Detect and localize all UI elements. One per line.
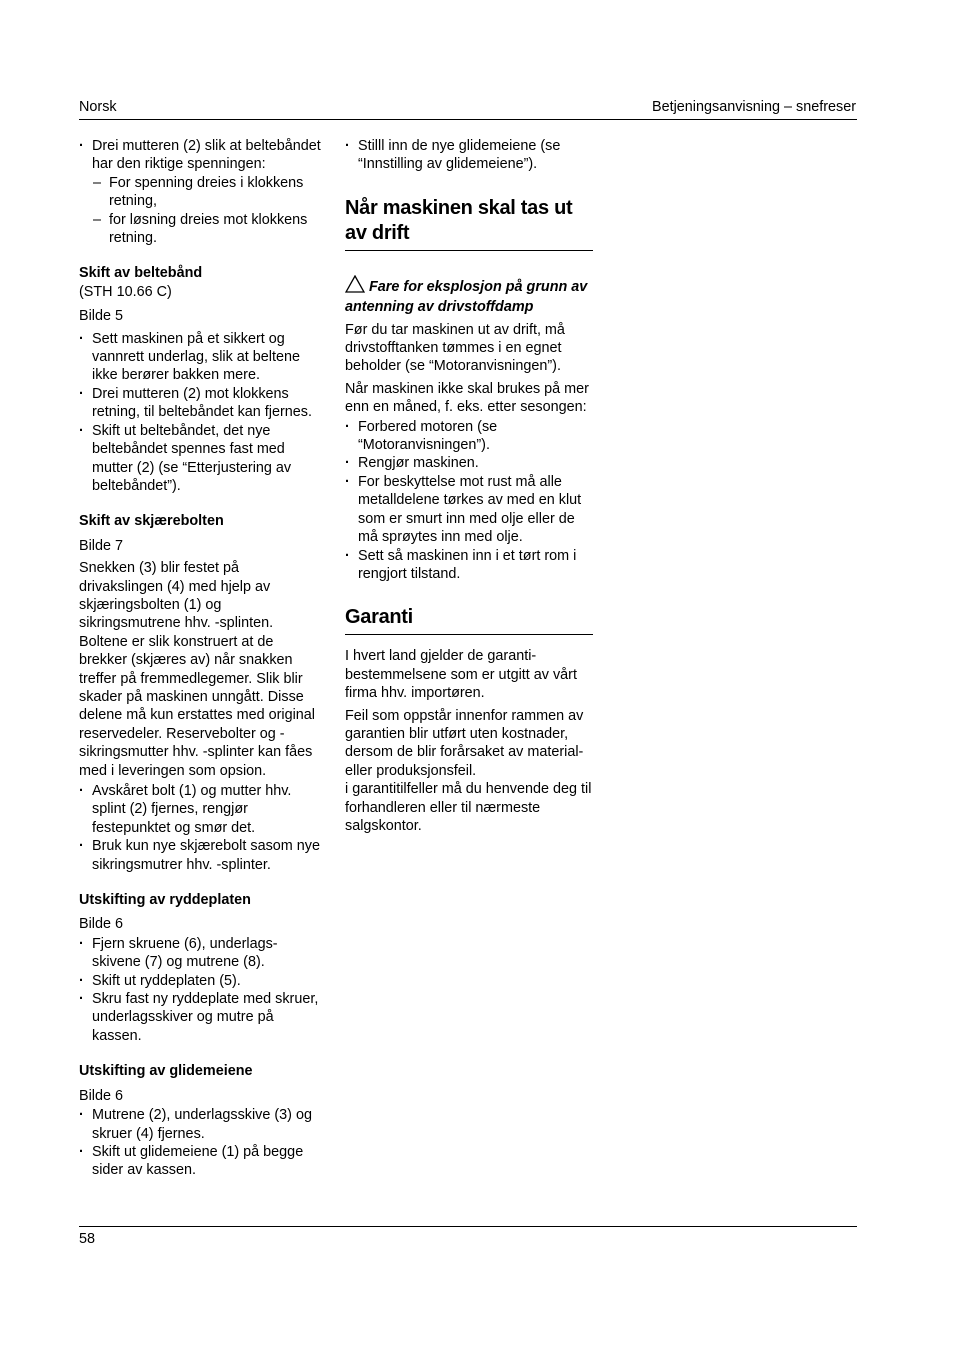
list-item: · Stilll inn de nye glidemeiene (se “Innstilling av glidemeiene”). xyxy=(345,137,593,174)
warning-note xyxy=(345,275,593,317)
shear-bolt-text: Snekken (3) blir festet på drivakslingen (4) med hjelp av skjæringsbolten (1) og sikringsmutrene hhv. -splinten. Boltene er slik konstruert at de brekker (skjæres av) når snakken treffer på fremmedlegemer. Slik blir skader på maskinen unngått. Disse delene må kun erstattes med original reservedeler. Reservebolter og -sikringsmutter hhv. -splinter kan fåes med i leveringen som opsion. xyxy=(79,560,315,779)
list-item: · Skift ut ryddeplaten (5). xyxy=(79,972,325,990)
warning-triangle-icon xyxy=(345,275,365,298)
belt-change-list xyxy=(79,330,325,496)
skids-list xyxy=(79,1106,325,1180)
header-rule xyxy=(79,119,857,120)
scraper-plate-list xyxy=(79,935,325,1045)
list-item: · Drei mutteren (2) mot klokkens retning, til beltebåndet kan fjernes. xyxy=(79,385,325,422)
skids-continued-list xyxy=(345,137,593,174)
list-item: · Forbered motoren (se “Motoranvisningen”). xyxy=(345,418,593,455)
list-item: · Mutrene (2), underlagsskive (3) og skruer (4) fjernes. xyxy=(79,1106,325,1143)
left-column xyxy=(79,137,325,1184)
decommission-para-1: Før du tar maskinen ut av drift, må drivstofftanken tømmes i en egnet beholder (se “Motoranvisningen”). xyxy=(345,321,565,375)
model-note: (STH 10.66 C) xyxy=(79,283,172,300)
section-heading-scraper-plate: Utskifting av ryddeplaten xyxy=(79,892,251,909)
figure-reference: Bilde 7 xyxy=(79,537,124,554)
tension-sublist xyxy=(92,174,325,248)
section-heading-shear-bolt: Skift av skjærebolten xyxy=(79,513,224,530)
decommission-para-2: Når maskinen ikke skal brukes på mer enn en måned, f. eks. etter sesongen: xyxy=(345,380,589,416)
section-heading-belt-change: Skift av beltebånd xyxy=(79,265,203,282)
list-item: · Bruk kun nye skjærebolt sasom nye sikringsmutrer hhv. -splinter. xyxy=(79,837,325,874)
tension-list xyxy=(79,137,325,247)
header-language: Norsk xyxy=(79,99,117,115)
warning-text: Fare for eksplosjon på grunn av antenning av drivstoffdamp xyxy=(345,278,588,316)
section-title-decommission: Når maskinen skal tas ut av drift xyxy=(345,196,593,251)
header-doc-title: Betjeningsanvisning – snefreser xyxy=(652,99,856,115)
list-item: · Sett maskinen på et sikkert og vannrett underlag, slik at beltene ikke berører bakken mere. xyxy=(79,330,325,385)
list-item: · Sett så maskinen inn i et tørt rom i rengjort tilstand. xyxy=(345,547,593,584)
shear-bolt-list xyxy=(79,782,325,874)
figure-reference: Bilde 6 xyxy=(79,1087,124,1104)
decommission-list xyxy=(345,418,593,584)
figure-reference: Bilde 5 xyxy=(79,308,124,325)
list-item: · Fjern skruene (6), underlags-skivene (7) og mutrene (8). xyxy=(79,935,325,972)
list-item: · Drei mutteren (2) slik at beltebåndet har den riktige spenningen: – For spenning dreies i klokkens retning, – for løsning dreies mot klokkens retning. xyxy=(79,137,325,247)
list-item: – for løsning dreies mot klokkens retning. xyxy=(92,211,325,248)
warranty-para-1: I hvert land gjelder de garanti-bestemmelsene som er utgitt av vårt firma hhv. importøren. xyxy=(345,648,577,702)
list-item: · Skru fast ny ryddeplate med skruer, underlagsskiver og mutre på kassen. xyxy=(79,990,325,1045)
figure-reference: Bilde 6 xyxy=(79,916,124,933)
right-column xyxy=(345,137,593,839)
list-item: · Rengjør maskinen. xyxy=(345,454,593,472)
warranty-para-2: Feil som oppstår innenfor rammen av garantien blir utført uten kostnader, dersom de blir forårsaket av material- eller produksjonsfeil. xyxy=(345,707,584,779)
list-item: · Avskåret bolt (1) og mutter hhv. splint (2) fjernes, rengjør festepunktet og smør det. xyxy=(79,782,325,837)
list-item: · Skift ut glidemeiene (1) på begge sider av kassen. xyxy=(79,1143,325,1180)
list-item: · For beskyttelse mot rust må alle metalldelene tørkes av med en klut som er smurt inn med olje eller de må sprøytes inn med olje. xyxy=(345,473,593,547)
list-item: · Skift ut beltebåndet, det nye beltebåndet spennes fast med mutter (2) (se “Etterjustering av beltebåndet”). xyxy=(79,422,325,496)
page-number: 58 xyxy=(79,1231,96,1247)
footer-rule xyxy=(79,1226,857,1227)
list-item: – For spenning dreies i klokkens retning, xyxy=(92,174,325,211)
section-heading-skids: Utskifting av glidemeiene xyxy=(79,1063,253,1080)
warranty-para-3: i garantitilfeller må du henvende deg til forhandleren eller til nærmeste salgskontor. xyxy=(345,781,592,834)
section-title-warranty: Garanti xyxy=(345,605,593,635)
